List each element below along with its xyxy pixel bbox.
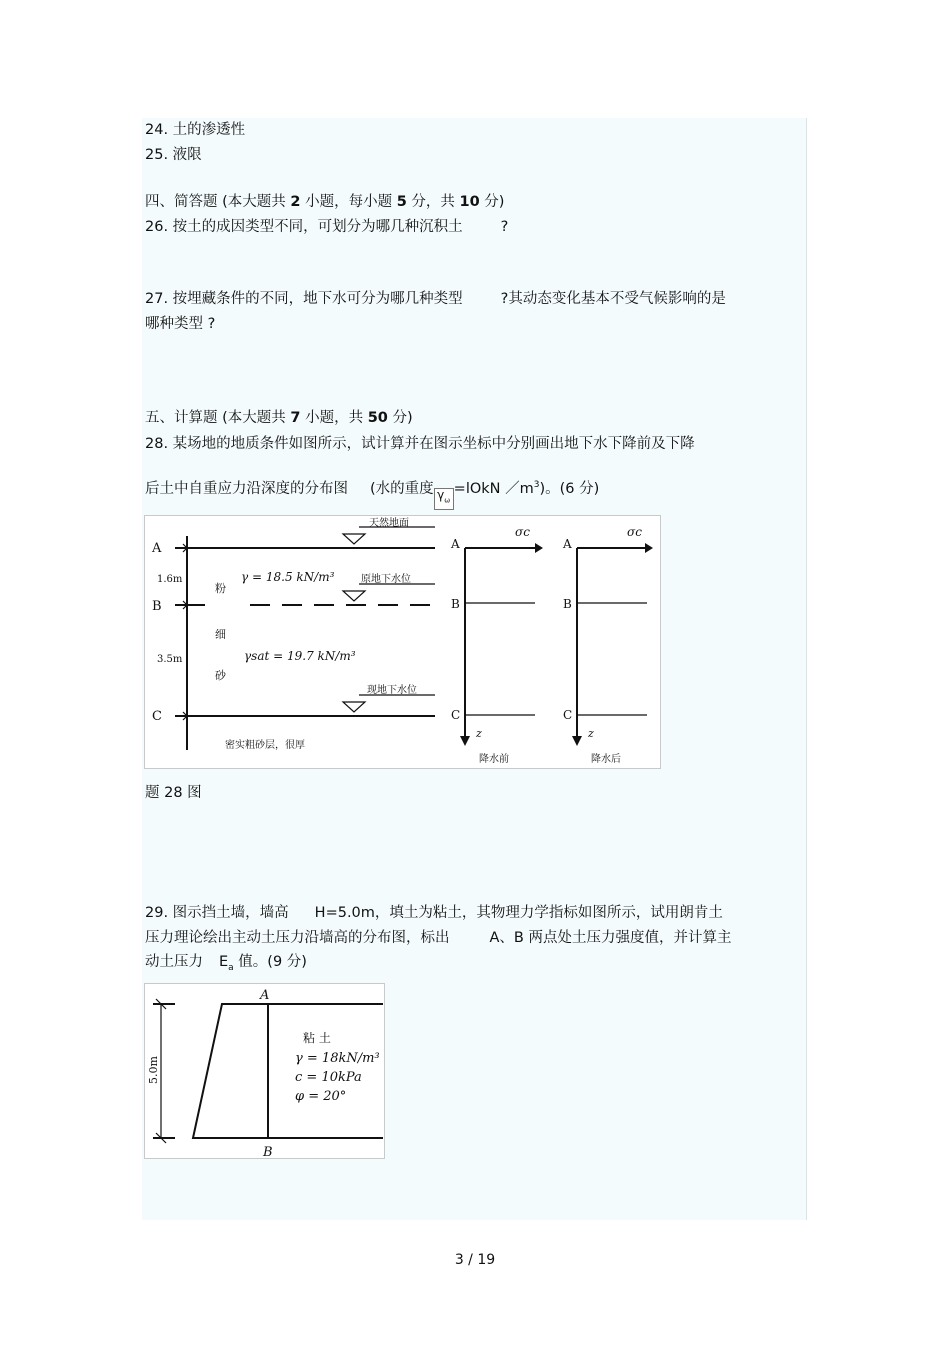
sec4-text4: 分) [479,194,505,210]
q29-force-subscript: a [228,962,234,973]
sec4-points-each: 5 [396,194,407,210]
ground-marker-icon [343,534,365,544]
wall-height-label: 5.0m [147,1056,160,1084]
soil-unit-weight-label: γ = 18kN/m³ [295,1051,380,1066]
question-27-line2: 哪种类型 ? [145,316,216,332]
sec4-total: 10 [459,194,480,210]
question-24: 24. 土的渗透性 [145,122,246,138]
question-26 [145,217,508,237]
after-label-a: A [563,537,572,551]
q28-sup: 3 [533,480,540,490]
fig29-label-b: B [263,1145,273,1160]
soil-char-2: 细 [215,628,226,641]
retaining-wall [193,1004,268,1138]
q29-text4: A、B 两点处土压力强度值，并计算主 [489,930,732,946]
depth-bc: 3.5m [157,654,183,665]
after-z-label: z [588,727,594,740]
question-28-line2 [145,475,599,510]
original-water-table-label: 原地下水位 [361,574,411,585]
question-28-line1: 28. 某场地的地质条件如图所示，试计算并在图示坐标中分别画出地下水下降前及下降 [145,436,695,452]
after-sigma-arrow-icon [645,543,653,553]
ground-surface-label: 天然地面 [369,518,409,529]
q29-text5: 动土压力 [145,954,203,970]
before-sigma-label: σc [515,525,530,539]
q28-text: 后土中自重应力沿深度的分布图 [145,480,348,497]
sec4-text3: 分，共 [406,194,460,210]
figure-29-drawing [145,984,386,1160]
before-caption: 降水前 [479,754,509,765]
q29-text6: 值。(9 分) [233,954,307,970]
question-29-line1 [145,903,723,923]
soil-friction-angle-label: φ = 20° [295,1089,347,1104]
q29-force-symbol: E [219,954,229,970]
before-label-a: A [451,537,460,551]
soil-type-label: 粘 土 [303,1031,331,1045]
after-label-b: B [563,597,572,611]
sec5-text2: 小题，共 [300,410,368,426]
question-29-line2 [145,928,731,948]
after-caption: 降水后 [591,754,621,765]
soil-unit-weight: γ = 18.5 kN/m³ [241,570,335,584]
soil-char-3: 砂 [215,669,226,682]
q28-text3: =lOkN ／m [453,480,534,497]
q27-text: 27. 按埋藏条件的不同，地下水可分为哪几种类型 [145,291,463,307]
orig-water-marker-icon [343,591,365,601]
page-number: 3 / 19 [454,1252,496,1268]
fig28-label-c: C [152,709,162,724]
section-4-heading [145,192,504,212]
q27-text2: ?其动态变化基本不受气候影响的是 [500,291,726,307]
figure-29 [144,983,385,1159]
bottom-layer-label: 密实粗砂层，很厚 [225,740,305,751]
figure-28-drawing [145,516,662,770]
curr-water-marker-icon [343,702,365,712]
q29-text3: 压力理论绘出主动土压力沿墙高的分布图，标出 [145,930,450,946]
after-sigma-label: σc [627,525,642,539]
section-5-heading [145,408,413,428]
q29-text2: H=5.0m，填土为粘土，其物理力学指标如图所示，试用朗肯土 [314,905,723,921]
q26-mark: ? [500,219,509,235]
sec5-count: 7 [290,410,301,426]
sec5-text3: 分) [387,410,413,426]
sec5-total: 50 [367,410,388,426]
soil-cohesion-label: c = 10kPa [295,1070,362,1085]
question-25: 25. 液限 [145,147,202,163]
gamma-subscript: ω [444,496,451,505]
gamma-symbol: γ [437,487,445,502]
before-label-c: C [451,708,461,722]
water-unit-weight-symbol [434,488,454,510]
fig28-label-b: B [152,599,162,614]
before-z-arrow-icon [460,736,470,746]
depth-ab: 1.6m [157,574,183,585]
after-label-c: C [563,708,573,722]
soil-saturated-unit-weight: γsat = 19.7 kN/m³ [244,649,356,663]
current-water-table-label: 现地下水位 [367,685,417,696]
sec4-text2: 小题，每小题 [300,194,397,210]
question-29-line3 [145,952,307,978]
before-z-label: z [476,727,482,740]
soil-char-1: 粉 [215,582,226,595]
q28-text2: (水的重度 [370,480,434,497]
before-label-b: B [451,597,460,611]
figure-28 [144,515,661,769]
sec5-text: 五、计算题 (本大题共 [145,410,291,426]
q28-text4: )。(6 分) [539,480,600,497]
figure-28-caption: 题 28 图 [145,785,202,801]
before-sigma-arrow-icon [535,543,543,553]
fig28-label-a: A [152,541,162,556]
after-z-arrow-icon [572,736,582,746]
fig29-label-a: A [260,988,270,1003]
sec4-count: 2 [290,194,301,210]
sec4-text: 四、简答题 (本大题共 [145,194,291,210]
q29-text: 29. 图示挡土墙，墙高 [145,905,289,921]
question-27-line1 [145,289,726,309]
q26-text: 26. 按土的成因类型不同，可划分为哪几种沉积土 [145,219,463,235]
